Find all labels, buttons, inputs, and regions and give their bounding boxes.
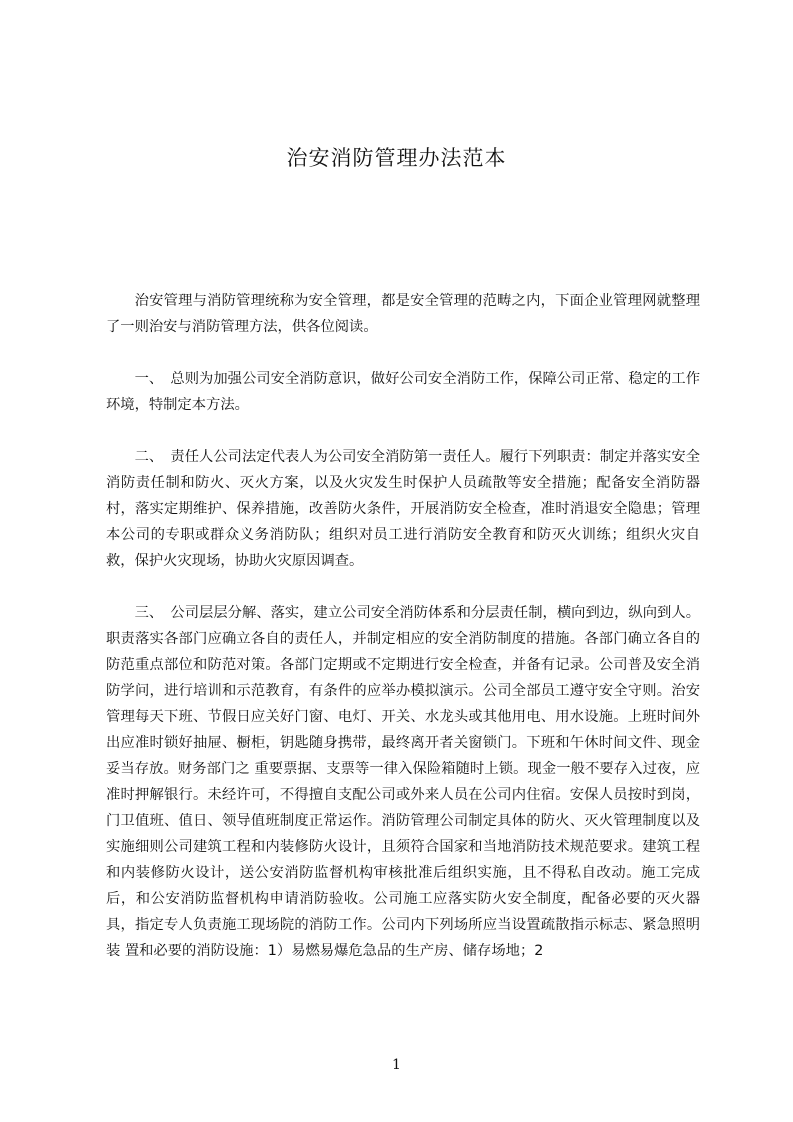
paragraph-responsibility: 二、 责任人公司法定代表人为公司安全消防第一责任人。履行下列职责：制定并落实安全消防责任制和防火、灭火方案，以及火灾发生时保护人员疏散等安全措施；配备安全消防器村，落实定期维护、保养措施，改善防火条件，开展消防安全检查，准时消退安全隐患；管理本公司的专职或群众义务消防队；组织对员工进行消防安全教育和防灭火训练；组织火灾自 救，保护火灾现场，协助火灾原因调查。 bbox=[106, 449, 700, 569]
paragraph-implementation: 三、 公司层层分解、落实，建立公司安全消防体系和分层责任制，横向到边，纵向到人。职责落实各部门应确立各自的责任人，并制定相应的安全消防制度的措施。各部门确立各自的防范重点部位和防范对策。各部门定期或不定期进行安全检查，并备有记录。公司普及安全消防学问，进行培训和示范教育，有条件的应举办模拟演示。公司全部员工遵守安全守则。治安管理每天下班、节假日应关好门窗、电灯、开关、水龙头或其他用电、用水设施。上班时间外出应准时锁好抽屉、橱柜，钥匙随身携带，最终离开者关窗锁门。下班和午休时间文件、现金妥当存放。财务部门之 重要票据、支票等一律入保险箱随时上锁。现金一般不要存入过夜，应准时押解银行。未经许可，不得擅自支配公司或外来人员在公司内住宿。安保人员按时到岗，门卫值班、值日、领导值班制度正常运作。消防管理公司制定具体的防火、灭火管理制度以及实施细则公司建筑工程和内装修防火设计，且须符合国家和当地消防技术规范要求。建筑工程和内装修防火设计，送公安消防监督机构审核批准后组织实施，且不得私自改动。施工完成后，和公安消防监督机构申请消防验收。公司施工应落实防火安全制度，配备必要的灭火器具，指定专人负责施工现场院的消防工作。公司内下列场所应当设置疏散指示标志、紧急照明装 置和必要的消防设施：1）易燃易爆危急品的生产房、储存场地；2 bbox=[106, 605, 700, 959]
document-title: 治安消防管理办法范本 bbox=[286, 146, 507, 170]
document-body bbox=[106, 288, 700, 964]
paragraph-general: 一、 总则为加强公司安全消防意识，做好公司安全消防工作，保障公司正常、稳定的工作环境，特制定本方法。 bbox=[106, 371, 700, 413]
paragraph-intro: 治安管理与消防管理统称为安全管理，都是安全管理的范畴之内，下面企业管理网就整理了一则治安与消防管理方法，供各位阅读。 bbox=[106, 293, 700, 335]
page-number: 1 bbox=[392, 1057, 401, 1073]
